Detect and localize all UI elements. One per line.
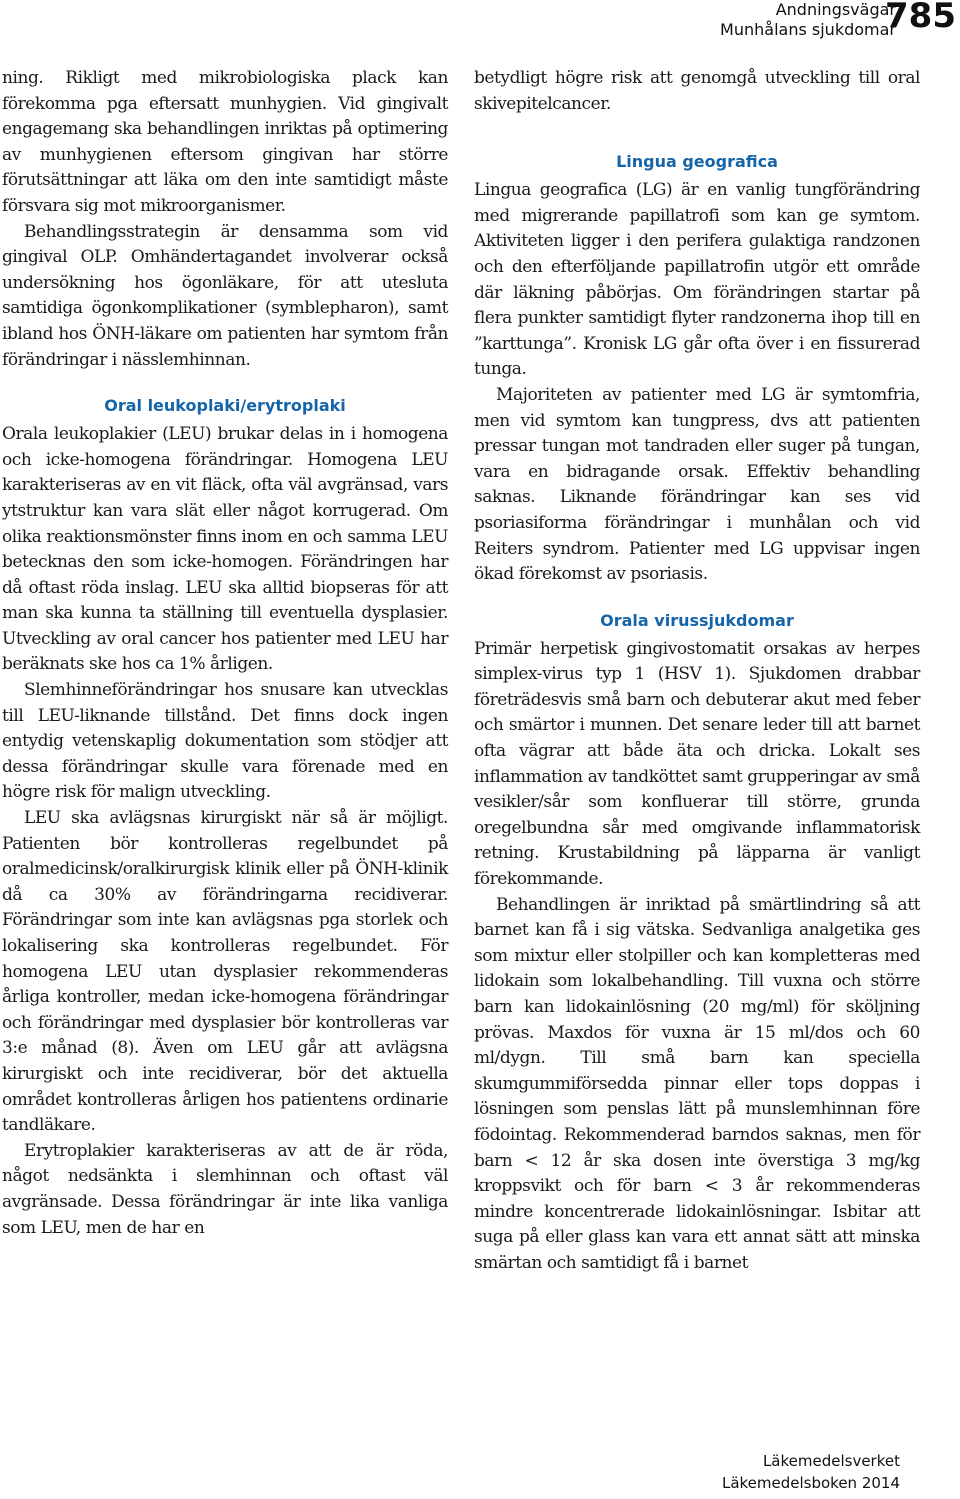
left-column	[2, 66, 448, 1241]
body-paragraph: Orala leukoplakier (LEU) brukar delas in i homogena och icke-homogena förändringar. Homogena LEU karakteriseras av en vit fläck, ofta väl avgränsad, vars ytstruktur kan vara slät eller något korrugerad. Om olika reaktionsmönster finns inom en och samma LEU betecknas den som icke-homogen. Förändringen har då oftast röda inslag. LEU ska alltid biopseras för att man ska kunna ta ställning till eventuella dysplasier. Utveckling av oral cancer hos patienter med LEU har beräknats ske hos ca 1% årligen.	[2, 424, 448, 675]
chapter-title: Munhålans sjukdomar	[720, 20, 896, 39]
body-paragraph: ning. Rikligt med mikrobiologiska plack kan förekomma pga eftersatt munhygien. Vid gingivalt engagemang ska behandlingen inriktas på optimering av munhygienen eftersom gingivan har större förutsättningar att läka om den inte samtidigt måste försvara sig mot mikroorganismer.	[2, 68, 448, 216]
section-heading-lingua-geografica: Lingua geografica	[616, 152, 778, 172]
section-title: Andningsvägar	[775, 0, 896, 19]
body-paragraph: Lingua geografica (LG) är en vanlig tungförändring med migrerande papillatrofi som kan ge symtom. Aktiviteten ligger i den perifera gulaktiga randzonen och den efterföljande papillatrofin utgör ett område där läkning påbörjas. Om förändringen startar på flera punkter samtidigt flyter randzonerna ihop till en ”karttunga”. Kronisk LG går ofta över i en fissurerad tunga.	[474, 180, 920, 380]
section-heading-virussjukdomar: Orala virussjukdomar	[600, 610, 794, 630]
body-paragraph: Slemhinneförändringar hos snusare kan utvecklas till LEU-liknande tillstånd. Det finns dock ingen entydig vetenskaplig dokumentation som stödjer att dessa förändringar skulle vara förenade med en högre risk för malign utveckling.	[2, 680, 448, 803]
body-paragraph: LEU ska avlägsnas kirurgiskt när så är möjligt. Patienten bör kontrolleras regelbundet på oralmedicinsk/oralkirurgisk klinik eller på ÖNH-klinik då ca 30% av förändringarna recidiverar. Förändringar som inte kan avlägsnas pga storlek och lokalisering ska kontrolleras regelbundet. För homogena LEU utan dysplasier rekommenderas årliga kontroller, medan icke-homogena förändringar och förändringar med dysplasier bör kontrolleras var 3:e månad (8). Även om LEU går att avlägsna kirurgiskt och inte recidiverar, bör det aktuella området kontrolleras årligen hos patientens ordinarie tandläkare.	[2, 808, 448, 1136]
body-paragraph: Behandlingen är inriktad på smärtlindring så att barnet kan få i sig vätska. Sedvanliga analgetika ges som mixtur eller stolpiller och kan kompletteras med lidokain som lokalbehandling. Till vuxna och större barn kan lidokainlösning (20 mg/ml) för sköljning prövas. Maxdos för vuxna är 15 ml/dos och 60 ml/dygn. Till små barn kan speciella skumgummiförsedda pinnar eller tops doppas i lösningen som penslas lätt på munslemhinnan före födointag. Rekommenderad barndos saknas, men för barn < 12 år ska dosen inte överstiga 3 mg/kg kroppsvikt och för barn < 3 år rekommenderas mindre koncentrerade lidokainlösningar. Isbitar att suga på eller glass kan vara ett annat sätt att minska smärtan och samtidigt få i barnet	[474, 894, 920, 1273]
body-paragraph: Majoriteten av patienter med LG är symtomfria, men vid symtom kan tungpress, dvs att patienten pressar tungan mot tandraden eller suger på tungan, vara en bidragande orsak. Effektiv behandling saknas. Liknande förändringar kan ses vid psoriasiforma förändringar i munhålan och vid Reiters syndrom. Patienter med LG uppvisar ingen ökad förekomst av psoriasis.	[474, 384, 920, 585]
body-paragraph: Behandlingsstrategin är densamma som vid gingival OLP. Omhändertagandet involverar också undersökning hos ögonläkare, för att utesluta samtidiga ögonkomplikationer (symblepharon), samt ibland hos ÖNH-läkare om patienten har symtom från förändringar i nässlemhinnan.	[2, 221, 448, 370]
publication-title: Läkemedelsboken 2014	[721, 1474, 900, 1492]
page-header	[0, 0, 960, 40]
running-header	[720, 0, 896, 40]
section-heading-leukoplaki: Oral leukoplaki/erytroplaki	[104, 396, 346, 416]
body-paragraph: Erytroplakier karakteriseras av att de är röda, något nedsänkta i slemhinnan och oftast väl avgränsade. Dessa förändringar är inte lika vanliga som LEU, men de har en	[2, 1140, 448, 1238]
body-paragraph: betydligt högre risk att genomgå utveckling till oral skivepitelcancer.	[474, 68, 920, 114]
publisher: Läkemedelsverket	[762, 1452, 900, 1470]
page-footer	[722, 1450, 900, 1494]
page-number: 785	[885, 0, 956, 36]
right-column	[474, 66, 920, 1277]
body-paragraph: Primär herpetisk gingivostomatit orsakas av herpes simplex-virus typ 1 (HSV 1). Sjukdomen drabbar företrädesvis små barn och debuterar akut med feber och smärtor i munnen. Det senare leder till att barnet ofta vägrar att både äta och dricka. Lokalt ses inflammation av tandköttet samt grupperingar av små vesikler/sår som konfluerar till större, grunda oregelbundna sår med omgivande inflammatorisk retning. Krustabildning på läpparna är vanligt förekommande.	[474, 638, 920, 890]
